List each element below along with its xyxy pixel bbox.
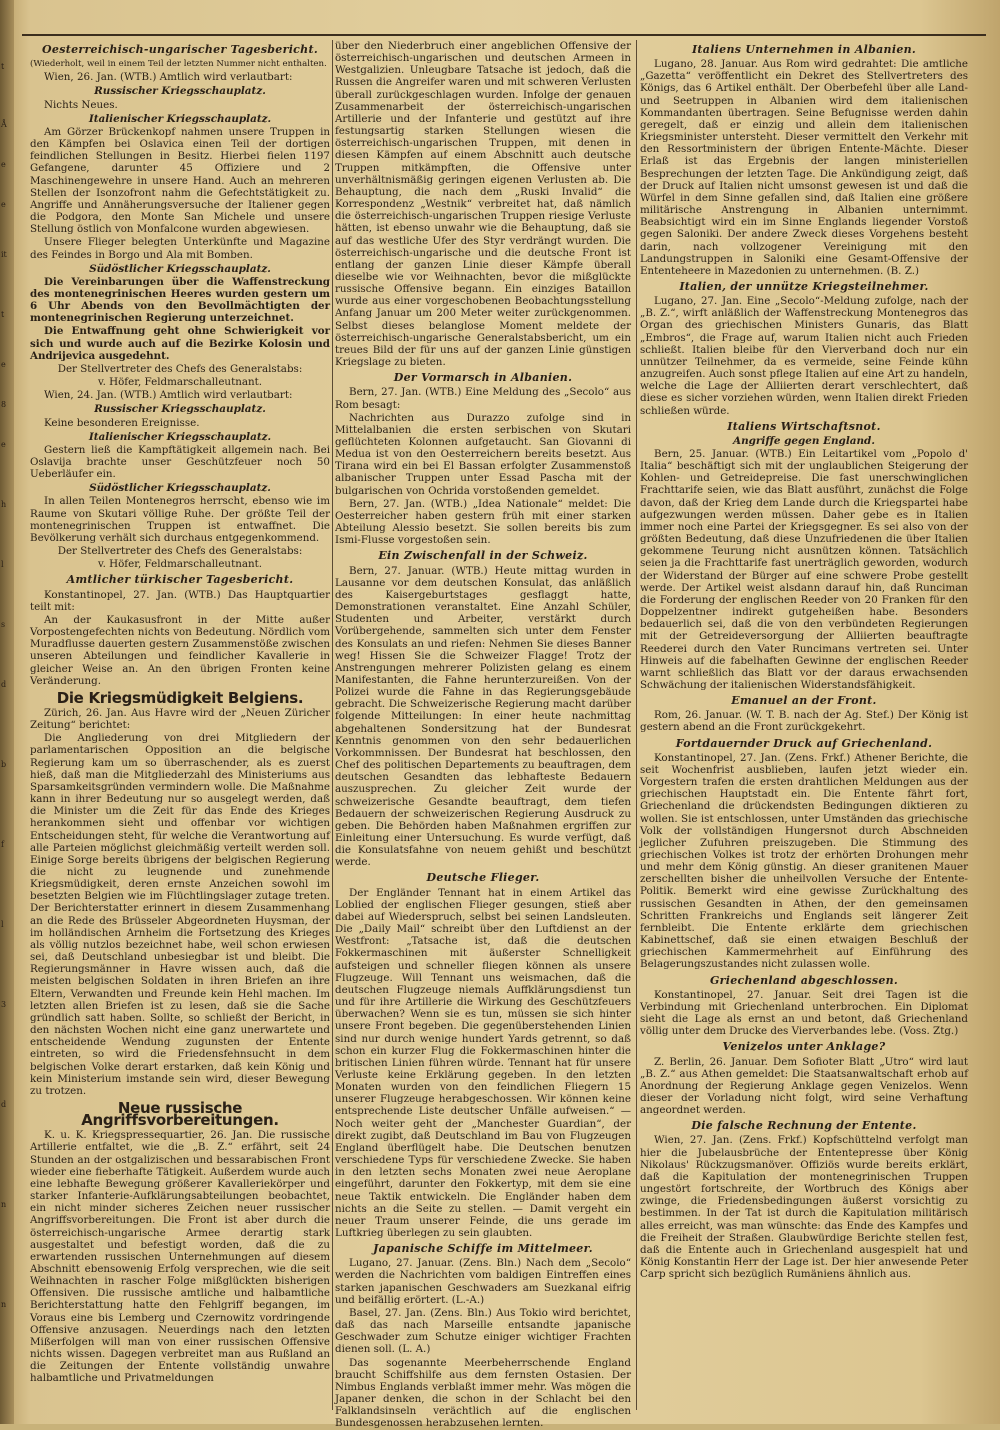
dateline: Konstantinopel, 27. Jan. (WTB.) Das Hauptquartier teilt mit: [30, 588, 330, 613]
paragraph: Rom, 26. Januar. (W. T. B. nach der Ag. Stef.) Der König ist gestern abend an die Front zurückgekehrt. [640, 709, 968, 734]
paragraph: Bern, 27. Jan. (WTB.) „Idea Nationale“ meldet: Die Oesterreicher haben gestern früh mit einer starken Abteilung Alessio besetzt. Sie sollen bereits bis zum Ismi-Flusse vorgestoßen sein. [335, 497, 631, 547]
binding-letter: e [1, 360, 6, 369]
binding-letter: 8 [1, 400, 7, 409]
section-heading: Russischer Kriegsschauplatz. [94, 403, 266, 416]
column-3 [640, 40, 968, 1410]
dateline: Bern, 27. Jan. (WTB.) Eine Meldung des „Secolo“ aus Rom besagt: [335, 386, 631, 411]
article-subheading: Angriffe gegen England. [733, 434, 875, 447]
paragraph: Die Angliederung von drei Mitgliedern der parlamentarischen Opposition an die belgische Regierung kam um so überraschender, als es zuerst hieß, daß man die Mitgliederzahl des Ministeriums aus Sparsamkeitsgründen vermindern wolle. Die Maßnahme kann in ihrer Bedeutung nur so ausgelegt werden, daß die Minister um die Zeit für das Ende des Krieges herankommen sieht und offenbar vor wichtigen Entscheidungen steht, für welche die Verantwortung auf alle Parteien möglichst gleichmäßig verteilt werden soll. Einige Sorge bereits übrigens der belgischen Regierung die nicht zu leugnende und zunehmende Kriegsmüdigkeit, deren ernste Anzeichen sowohl im besetzten Belgien wie im Flüchtlingslager zutage treten. Der Berichterstatter erinnert in diesem Zusammenhang an die Rede des Brüsseler Abgeordneten Huysman, der im holländischen Arnheim die Fortsetzung des Krieges als völlig nutzlos bezeichnet habe, weil schon erwiesen sei, daß Deutschland unbesiegbar ist und bleibt. Die Regierungsmänner in Havre wissen auch, daß die meisten belgischen Soldaten in ihren Briefen an ihre Eltern, Verwandten und Freunde kein Hehl machen. Im letzten allen Briefen ist zu lesen, daß sie die Sache gründlich satt haben. Sollte, so schließt der Bericht, in den nächsten Wochen nicht eine ganz unerwartete und entscheidende Wendung zugunsten der Entente eintreten, so wird die Friedensfehnsucht in dem belgischen Volke derart erstarken, daß kein König und kein Ministerium imstande sein wird, dieser Bewegung zu trotzen. [30, 732, 330, 1097]
article-heading: Venizelos unter Anklage? [722, 1040, 886, 1054]
signature-name: v. Höfer, Feldmarschalleutnant. [97, 376, 263, 389]
section-heading: Italienischer Kriegsschauplatz. [88, 430, 272, 443]
binding-letter: 3 [1, 1000, 7, 1009]
binding-letter: e [1, 160, 6, 169]
article-heading: Italiens Unternehmen in Albanien. [691, 43, 917, 56]
section-heading: Südöstlicher Kriegsschauplatz. [89, 262, 271, 275]
article-heading: Japanische Schiffe im Mittelmeer. [373, 1242, 593, 1256]
paragraph: Die Vereinbarungen über die Waffenstreckung des montenegrinischen Heeres wurden gestern um 6 Uhr Abends von den Bevollmächtigten der montenegrinischen Regierung unterzeichnet. [30, 275, 330, 325]
paragraph: Konstantinopel, 27. Jan. (Zens. Frkf.) Athener Berichte, die seit Wochenfrist ausblieben, laufen jetzt wieder ein. Vorgestern trafen die ersten drahtlichen Meldungen aus der griechischen Hauptstadt ein. Die Entente fährt fort, Griechenland die drückendsten Bedingungen diktieren zu wollen. Sie ist entschlossen, unter Umständen das griechische Volk der vollständigen Hungersnot durch Abschneiden jeglicher Zufuhren preiszugeben. Die Stimmung des griechischen Volkes ist trotz der erhörten Drohungen mehr und mehr dem König günstig. An dieser granitenen Mauer zerschellten bisher die unheilvollen Versuche der Entente-Politik. Bemerkt wird eine gewisse Zurückhaltung des russischen Gesandten in Athen, der den gemeinsamen Schritten Frankreichs und Englands seit längerer Zeit fernbleibt. Die Entente erklärte dem griechischen Kabinettschef, daß sie einen etwaigen Beschluß der griechischen Kammermehrheit auf Einführung des Belagerungszustandes nicht zulassen wolle. [640, 751, 968, 971]
paragraph: Gestern ließ die Kampftätigkeit allgemein nach. Bei Oslavija brachte unser Geschützfeuer noch 50 Ueberläufer ein. [30, 443, 330, 481]
dateline: Wien, 24. Jan. (WTB.) Amtlich wird verlautbart: [44, 389, 293, 402]
article-heading: Italiens Wirtschaftsnot. [727, 419, 881, 433]
article-heading: Emanuel an der Front. [731, 694, 877, 708]
article-heading: Oesterreichisch-ungarischer Tagesbericht. [42, 43, 318, 56]
column-2 [335, 40, 631, 1430]
paragraph: Nichts Neues. [44, 98, 118, 111]
article-heading: Fortdauernder Druck auf Griechenland. [675, 736, 933, 750]
article-heading: Ein Zwischenfall in der Schweiz. [378, 549, 588, 563]
binding-letter: t [1, 310, 5, 319]
column-divider [636, 40, 637, 1410]
paragraph: Die Entwaffnung geht ohne Schwierigkeit vor sich und wurde auch auf die Bezirke Kolosin und Andrijevica ausgedehnt. [30, 325, 330, 362]
article-heading: Neue russische Angriffsvorbereitungen. [81, 1098, 279, 1130]
paragraph: Lugano, 28. Januar. Aus Rom wird gedrahtet: Die amtliche „Gazetta“ veröffentlicht ein Dekret des Stellvertreters des Königs, das 6 Artikel enthält. Der Oberbefehl über alle Land- und Seetruppen in Albanien wird dem italienischen Kommandanten übertragen. Seine Befugnisse werden dahin geregelt, daß er einzig und allein dem italienischen Kriegsminister untersteht. Dieser vermittelt den Verkehr mit den Ressortministern der übrigen Entente-Mächte. Dieser Erlaß ist das Ergebnis der langen ministeriellen Besprechungen der letzten Tage. Die Ankündigung zeigt, daß der Druck auf Italien nicht umsonst gewesen ist und daß die Würfel in dem Sinne gefallen sind, daß Italien eine größere militärische Anstrengung in Albanien unternimmt. Beabsichtigt wird ein im Sinne Englands liegender Vorstoß gegen Saloniki. Der andere Zweck dieses Vorgehens besteht darin, nach vollzogener Vereinigung mit den Landungstruppen in Saloniki eine Gesamt-Offensive der Ententeheere in Mazedonien zu unternehmen. (B. Z.) [640, 58, 968, 277]
section-heading: Russischer Kriegsschauplatz. [94, 85, 266, 98]
paragraph: Lugano, 27. Jan. Eine „Secolo“-Meldung zufolge, nach der „B. Z.“, wirft anläßlich der Waffenstreckung Montenegros das Organ des griechischen Ministers Gunaris, das Blatt „Embros“, die Frage auf, warum Italien nicht auch Frieden schließt. Italien bleibe für den Vierverband doch nur ein unnützer Teilnehmer, da es vermeide, seine Feinde kühn anzugreifen. Auch sonst pflege Italien auf eine Art zu handeln, welche die Lage der Alliierten derart verschlechtert, daß diese es sicher vorziehen würden, wenn Italien direkt Frieden schließen würde. [640, 295, 968, 417]
binding-letter: it [1, 250, 7, 259]
article-heading: Der Vormarsch in Albanien. [393, 371, 573, 385]
binding-letter: s [1, 620, 6, 629]
binding-letter: t [1, 62, 5, 71]
binding-letter: e [1, 440, 6, 449]
signature-name: v. Höfer, Feldmarschalleutnant. [97, 558, 263, 571]
section-heading: Italienischer Kriegsschauplatz. [88, 112, 272, 125]
paragraph: Am Görzer Brückenkopf nahmen unsere Truppen in den Kämpfen bei Oslavica einen Teil der dortigen feindlichen Stellungen in Besitz. Hierbei fielen 1197 Gefangene, darunter 45 Offiziere und 2 Maschinengewehre in unsere Hand. Auch an mehreren Stellen der Isonzofront nahm die Gefechtstätigkeit zu. Angriffe und Annäherungsversuche der Italiener gegen die Podgora, den Monte San Michele und unsere Stellung östlich von Monfalcone wurden abgewiesen. [30, 125, 330, 236]
section-heading: Südöstlicher Kriegsschauplatz. [89, 482, 271, 495]
paragraph: Lugano, 27. Januar. (Zens. Bln.) Nach dem „Secolo“ werden die Nachrichten vom baldigen Eintreffen eines starken japanischen Geschwaders am Suezkanal eifrig und beifällig erörtert. (L.-A.) [335, 1257, 631, 1306]
paragraph: Bern, 25. Januar. (WTB.) Ein Leitartikel vom „Popolo d' Italia“ beschäftigt sich mit der unglaublichen Steigerung der Kohlen- und Getreidepreise. Die fast unerschwinglichen Frachttarife seien, wie das Blatt ausführt, zunächst die Folge davon, daß der Krieg dem Lande durch die Kriegspartei habe aufgezwungen werden müssen. Daher gebe es in Italien immer noch eine Partei der Kriegsgegner. Es sei also von der größten Bedeutung, daß diese Unzufriedenen die über Italien gekommene Teurung nicht ausnützen können. Tatsächlich seien ja die Frachttarife fast unerträglich geworden, wodurch der Widerstand der Bürger auf eine schwere Probe gestellt werde. Der Artikel weist alsdann darauf hin, daß Runciman die Forderung der englischen Reeder von 20 Franken für den Doppelzentner indirekt gutgeheißen habe. Besonders bedauerlich sei, daß die von den verbündeten Regierungen mit der Getreideversorgung der Alliierten beauftragte Reederei durch den Vater Runcimans vertreten sei. Unter Hinweis auf die fabelhaften Gewinne der englischen Reeder warnt schließlich das Blatt vor der daraus erwachsenden Schwächung der italienischen Widerstandsfähigkeit. [640, 448, 968, 691]
paragraph: Keine besonderen Ereignisse. [44, 416, 200, 429]
binding-letter: l [1, 920, 4, 929]
paragraph: Bern, 27. Januar. (WTB.) Heute mittag wurden in Lausanne vor dem deutschen Konsulat, das anläßlich des Kaisergeburtstages gesflaggt hatte, Demonstrationen veranstaltet. Eine Anzahl Schüler, Studenten und Arbeiter, verstärkt durch Vorübergehende, sammelten sich unter dem Fenster des Konsulats an und riefen: Nehmen Sie dieses Banner weg! Hissen Sie die Schweizer Flagge! Trotz der Anstrengungen mehrerer Polizisten gelang es einem Manifestanten, die Fahne herunterzureißen. Von der Polizei wurde die Fahne in das Regierungsgebäude gebracht. Die Schweizerische Regierung macht darüber folgende Mitteilungen: In einer heute nachmittag abgehaltenen Sondersitzung hat der Bundesrat Kenntnis genommen von den sehr bedauerlichen Vorkommnissen. Der Bundesrat hat beschlossen, den Chef des politischen Departements zu beauftragen, dem deutschen Gesandten das lebhafteste Bedauern auszusprechen. Zu gleicher Zeit wurde der schweizerische Gesandte beauftragt, dem tiefen Bedauern der schweizerischen Regierung Ausdruck zu geben. Die Behörden haben Maßnahmen ergriffen zur Einleitung einer Untersuchung. Es wurde verfügt, daß die Konsulatsfahne von neuem gehißt und beschützt werde. [335, 564, 631, 869]
dateline: Zürich, 26. Jan. Aus Havre wird der „Neuen Züricher Zeitung“ berichtet: [30, 706, 330, 732]
paragraph: Wien, 27. Jan. (Zens. Frkf.) Kopfschüttelnd verfolgt man hier die Jubelausbrüche der Ententepresse über König Nikolaus' Rückzugsmanöver. Offiziös wurde bereits erklärt, daß die Kapitulation der montenegrinischen Truppen ungestört fortschreite, der Wortbruch des Königs aber zwinge, die Friedensbedingungen äußerst vorsichtig zu bestimmen. In der Tat ist durch die Kapitulation militärisch alles erreicht, was man wünschte: das Ende des Kampfes und die Freiheit der Straßen. Glaubwürdige Berichte stellen fest, daß die Entente auch in Griechenland ausgespielt hat und König Konstantin Herr der Lage ist. Der hier anwesende Peter Carp spricht sich bezüglich Rumäniens ähnlich aus. [640, 1134, 968, 1281]
article-heading: Amtlicher türkischer Tagesbericht. [66, 573, 294, 587]
binding-letter: n [1, 1200, 7, 1209]
binding-letter: d [1, 680, 7, 689]
binding-letter: e [1, 200, 6, 209]
dateline: Wien, 26. Jan. (WTB.) Amtlich wird verlautbart: [44, 71, 293, 84]
binding-letter: h [1, 500, 7, 509]
paragraph: An der Kaukasusfront in der Mitte außer Vorpostengefechten nichts von Bedeutung. Nördlich vom Muradflusse dauerten gestern Zusammenstöße zwischen unseren Abteilungen und feindlicher Kavallerie in gleicher Weise an. An den übrigen Fronten keine Veränderung. [30, 613, 330, 687]
signature-line: Der Stellvertreter des Chefs des Generalstabs: [57, 362, 303, 375]
binding-letter: f [1, 840, 4, 849]
article-heading: Griechenland abgeschlossen. [709, 973, 899, 987]
paragraph: Der Engländer Tennant hat in einem Artikel das Loblied der englischen Flieger gesungen, stieß aber dabei auf Wiederspruch, selbst bei seinen Landsleuten. Die „Daily Mail“ schreibt über den Luftdienst an der Westfront: „Tatsache ist, daß die deutschen Fokkermaschinen mit äußerster Schnelligkeit aufsteigen und schneller fliegen können als unsere Flugzeuge. Will Tennant uns weismachen, daß die deutschen Flugzeuge niemals Auffklärungsdienst tun und für ihre Artillerie die Wirkung des Geschützfeuers überwachen? Wenn sie es tun, müssen sie sich hinter unsere Front begeben. Die gegenüberstehenden Linien sind nur durch wenige hundert Yards getrennt, so daß schon ein kurzer Flug die Fokkermaschinen hinter die britischen Linien führen würde. Tennant hat für unsere Verluste keine Erklärung gegeben. In den letzten Monaten wurden von den feindlichen Fliegern 15 unserer Flugzeuge herabgeschossen. Wir können keine entsprechende Liste deutscher Unfälle aufweisen.“ — Noch weiter geht der „Manchester Guardian“, der direkt zugibt, daß Deutschland im Bau von Flugzeugen England überflügelt habe. Die Deutschen benutzen verschiedene Typs für verschiedene Zwecke. Sie haben in den letzten sechs Monaten zwei neue Aeroplane eingeführt, darunter den Fokkertyp, mit dem sie eine neue Taktik entwickeln. Die Engländer haben dem nichts an die Seite zu stellen. — Damit vergeht ein neuer Traum unserer Feinde, die uns gerade im Luftkrieg überlegen zu sein glaubten. [335, 886, 631, 1239]
top-rule [22, 34, 986, 36]
binding-letter: l [1, 560, 4, 569]
paragraph: Unsere Flieger belegten Unterkünfte und Magazine des Feindes in Borgo und Ala mit Bomben. [30, 236, 330, 261]
paragraph: Das sogenannte Meerbeherrschende England braucht Schiffshilfe aus dem fernsten Ostasien. Der Nimbus Englands verblaßt immer mehr. Was mögen die Japaner denken, die schon in der Schlacht bei den Falklandsinseln verächtlich auf die englischen Bundesgenossen herabzusehen lernten. [335, 1356, 631, 1430]
article-heading: Die falsche Rechnung der Entente. [691, 1119, 917, 1133]
binding-letter: n [1, 1300, 7, 1309]
column-1 [30, 40, 330, 1410]
binding-letter: Å [1, 120, 7, 129]
binding-letter: b [1, 760, 7, 769]
paragraph: K. u. K. Kriegspressequartier, 26. Jan. Die russische Artillerie entfaltet, wie die „B. Z.“ erfährt, seit 24 Stunden an der ostgalizischen und bessarabischen Front wieder eine fieberhafte Tätigkeit. Außerdem wurde auch eine lebhafte Bewegung größerer Kavalleriekörper und starker Infanterie-Aufklärungsabteilungen beobachtet, ein nicht minder sicheres Zeichen neuer russischer Angriffsvorbereitungen. Die Front ist aber durch die österreichisch-ungarische Armee derartig stark ausgestaltet und befestigt worden, daß die zu erwartenden russischen Unternehmungen auf diesem Abschnitt ebensowenig Erfolg versprechen, wie die seit Weihnachten in rascher Folge mißglückten bisherigen Offensiven. Die russische amtliche und halbamtliche Berichterstattung hatte den Fehlgriff begangen, im Voraus eine bis Lemberg und Czernowitz vordringende Offensive anzusagen. Neuerdings nach den letzten Mißerfolgen will man von einer russischen Offensive nichts wissen. Dagegen verbreitet man aus Rußland an die Zeitungen der Entente vollständig unwahre halbamtliche und Privatmeldungen [30, 1129, 330, 1385]
article-heading: Italien, der unnütze Kriegsteilnehmer. [679, 279, 929, 293]
article-note: (Wiederholt, weil in einem Teil der letzten Nummer nicht enthalten. [30, 59, 327, 70]
page-binding [0, 0, 14, 1424]
article-heading: Deutsche Flieger. [426, 871, 540, 885]
paragraph: In allen Teilen Montenegros herrscht, ebenso wie im Raume von Skutari völlige Ruhe. Der größte Teil der montenegrinischen Truppen ist entwaffnet. Die Bevölkerung verhält sich durchaus entgegenkommend. [30, 495, 330, 544]
paragraph: Nachrichten aus Durazzo zufolge sind in Mittelalbanien die ersten serbischen von Skutari geflüchteten Kolonnen aufgetaucht. San Giovanni di Medua ist von den Oesterreichern bereits besetzt. Aus Tirana wird ein bei El Bassan erfolgter Zusammenstoß albanischer Truppen unter Essad Pascha mit der bulgarischen von Ochrida vorstoßenden gemeldet. [335, 411, 631, 497]
paragraph: Z. Berlin, 26. Januar. Dem Sofioter Blatt „Utro“ wird laut „B. Z.“ aus Athen gemeldet: Die Staatsanwaltschaft erhob auf Anordnung der Regierung Anklage gegen Venizelos. Wenn dieser der Vorladung nicht folgt, wird seine Verhaftung angeordnet werden. [640, 1055, 968, 1117]
paragraph: Konstantinopel, 27. Januar. Seit drei Tagen ist die Verbindung mit Griechenland unterbrochen. Ein Diplomat sieht die Lage als ernst an und betont, daß Griechenland völlig unter dem Drucke des Vierverbandes lebe. (Voss. Ztg.) [640, 988, 968, 1038]
article-heading: Die Kriegsmüdigkeit Belgiens. [56, 688, 304, 707]
paragraph: Basel, 27. Jan. (Zens. Bln.) Aus Tokio wird berichtet, daß das nach Marseille entsandte japanische Geschwader zum Schutze einiger wichtiger Frachten dienen soll. (L. A.) [335, 1306, 631, 1356]
signature-line: Der Stellvertreter des Chefs des Generalstabs: [57, 545, 303, 558]
paragraph: über den Niederbruch einer angeblichen Offensive der österreichisch-ungarischen und deutschen Armeen in Westgalizien. Unleugbare Tatsache ist jedoch, daß die Russen die Angreifer waren und mit schweren Verlusten überall zurückgeschlagen wurden. Infolge der genauen Zusammenarbeit der österreichisch-ungarischen Artillerie und der Infanterie und gestützt auf ihre festungsartig starken Stellungen wiesen die österreichisch-ungarischen Truppen, mit denen in diesen Kämpfen auf einem Abschnitt auch deutsche Truppen mitkämpften, die Offensive unter unverhältnismäßig geringen eigenen Verlusten ab. Die Behauptung, die nach dem „Ruski Invalid“ die Korrespondenz „Westnik“ verbreitet hat, daß nämlich die österreichisch-ungarischen Truppen riesige Verluste hätten, ist ebenso unwahr wie die Behauptung, daß sie auf das westliche Ufer des Styr verdrängt wurden. Die österreichisch-ungarische und die deutsche Front ist entlang der ganzen Linie dieser Kämpfe überall dieselbe wie vor Weihnachten, bevor die mißglückte russische Offensive begann. Ein einziges Bataillon wurde aus einer vorgeschobenen Beobachtungsstellung Anfang Januar um 200 Meter weiter zurückgenommen. Selbst dieses belanglose Moment meldete der österreichisch-ungarische Generalstabsbericht, um ein treues Bild der für uns auf der ganzen Linie günstigen Kriegslage zu bieten. [335, 40, 631, 369]
binding-letter: d [1, 1100, 7, 1109]
column-divider [332, 40, 333, 1410]
